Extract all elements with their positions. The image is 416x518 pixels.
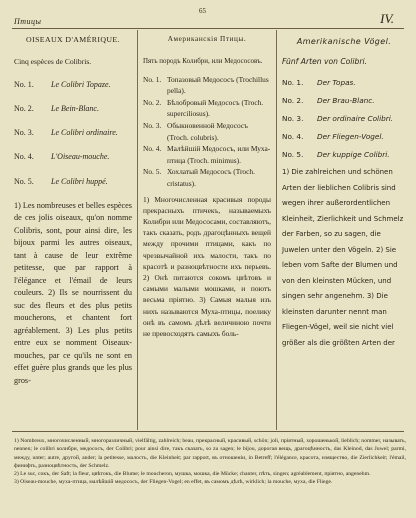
footnote-3: 3) Oiseau-mouche, муха-птица, малѣйшій медососъ, der Fliegen-Vogel; en effet, въ самомъ дѣлѣ, wirklich; la mouche, муха, die Fliege. [14, 479, 333, 486]
entry-number: No. 4. [282, 132, 304, 142]
entry-number: No. 1. [282, 78, 304, 88]
top-rule [12, 28, 404, 29]
list-item [14, 79, 132, 91]
entry-number: No. 5. [14, 176, 34, 186]
column-divider-2 [276, 30, 277, 430]
german-column [282, 34, 406, 351]
entry-name: Le Bein-Blanc. [51, 104, 99, 114]
entry-number: No. 3. [14, 128, 34, 138]
entry-name: Der ordinaire Colibri. [317, 114, 394, 124]
entry-number: No. 3. [143, 120, 162, 130]
list-item [143, 143, 271, 166]
french-column [14, 34, 132, 387]
entry-name: Der Fliegen-Vogel. [317, 132, 384, 142]
german-title: Amerikanische Vögel. [296, 37, 392, 46]
entry-number: No. 2. [143, 97, 162, 107]
entry-name: Бѣлобровый Медососъ (Troch. superciliosus). [167, 97, 264, 119]
entry-number: No. 5. [282, 150, 304, 160]
french-body-text: 1) Les nombreuses et belles espèces de ces jolis oiseaux, qu'on nomme Colibris, sont, pour ainsi dire, les bijoux parmi les autres oiseaux, tant à cause de leur extrême petitesse, que par rapport à l'élégance et l'émail de leurs couleurs. 2) Ils se nourrissent du suc des fleurs et des plus petits moucherons, et chantent fort agréablement. 3) Les plus petits entre eux se nomment Oiseaux-mouches, par ce qu'ils ne sont en effet guère plus grands que les plus gros- [14, 200, 132, 385]
entry-name: Le Colibri huppé. [51, 176, 108, 186]
list-item [143, 74, 271, 97]
column-divider-1 [137, 30, 138, 430]
footnote-rule [12, 431, 404, 432]
entry-name: L'Oiseau-mouche. [51, 152, 110, 162]
list-item [14, 151, 132, 163]
entry-name: Le Colibri ordinaire. [51, 128, 118, 138]
entry-number: No. 2. [14, 104, 34, 114]
footnote-2: 2) Le suc, сокъ, der Saft; la fleur, цвѣтокъ, die Blume; le moucheron, мушка, мошка, die Mücke; chanter, пѣть, singen; agréablement, пріятно, angenehm. [14, 471, 371, 478]
list-item [282, 129, 406, 145]
entry-number: No. 5. [143, 167, 162, 177]
footnote-1: 1) Nombreux, многочисленный, многоразличный, vielfältig, zahlreich; beau, прекрасный, красивый, schön; joli, пріятный, хорошенькой, lieblich; nommer, называть, nennen; le colibri колибри, медососъ, der Colibri; pour ainsi dire, такъ сказать, so zu sagen; le bijou, дорогая вещь, драгоцѣнность, das Kleinod, das Juwel; parmi, между, unter; autre, другой, ander; la petitesse, малость, die Kleinheit; par rapport, въ отношеніи, in Betreff; l'élégance, красота, изящество, die Zierlichkeit; l'émail, финифть, разноцвѣтность, der Schmelz. [14, 438, 406, 469]
entry-number: No. 2. [282, 96, 304, 106]
entry-name: Der Brau-Blanc. [317, 96, 375, 106]
german-body-text: 1) Die zahlreichen und schönen Arten der lieblichen Colibris sind wegen ihrer außerordentlichen Kleinheit, Zierlichkeit und Schmelz der Farben, so zu sagen, die Juwelen unter den Vögeln. 2) Sie leben vom Safte der Blumen und von den kleinsten Mücken, und singen sehr angenehm. 3) Die kleinsten darunter nennt man Fliegen-Vögel, weil sie nicht viel größer als die größten Arten der [282, 168, 404, 347]
list-item [14, 176, 132, 188]
entry-name: Хохлатый Медососъ (Troch. cristatus). [167, 167, 255, 188]
plate-number: IV. [380, 11, 394, 26]
russian-column [143, 34, 271, 339]
entry-number: No. 1. [143, 74, 162, 84]
list-item [282, 111, 406, 127]
entry-name: Der kuppige Colibri. [317, 150, 390, 160]
russian-body-text: 1) Многочисленная красивыя породы прекрасныхъ птичекъ, называемыхъ Колибри или Медососами, составляютъ, такъ сказать, родъ драгоцѣнныхъ вещей между прочими птицами, какъ по чрезвычайной ихъ малости, такъ по красотѣ и разноцвѣтности ихъ перьевъ. 2) Онѣ питаются сокомъ цвѣтовъ и самыми малыми мошками, и поютъ весьма пріятно. 3) Самыя малыя изъ нихъ называются Муха-птицы, поелику онѣ въ самомъ дѣлѣ величиною почти не превосходятъ самыхъ боль- [143, 194, 271, 338]
list-item [282, 147, 406, 163]
entry-name: Обыкновенной Медососъ (Troch. colubris). [167, 120, 248, 142]
entry-number: No. 4. [143, 144, 162, 154]
french-subtitle: Cinq espèces de Colibris. [14, 57, 92, 67]
list-item [143, 166, 271, 189]
german-subtitle: Fünf Arten von Colibri. [282, 56, 367, 66]
page-number: 65 [199, 7, 206, 15]
page-header [0, 6, 416, 28]
list-item [14, 127, 132, 139]
list-item [14, 103, 132, 115]
list-item [282, 93, 406, 109]
list-item [143, 120, 271, 143]
entry-number: No. 1. [14, 79, 34, 89]
entry-number: No. 3. [282, 114, 304, 124]
entry-name: Der Topas. [317, 78, 356, 88]
entry-name: Топазовый Медососъ (Trochillus pella). [167, 74, 269, 96]
french-title: OISEAUX D'AMÉRIQUE. [26, 35, 120, 44]
entry-name: Le Colibri Topaze. [51, 79, 111, 89]
entry-number: No. 4. [14, 152, 34, 162]
russian-subtitle: Пять породъ Колибри, или Медососовъ. [143, 56, 263, 65]
running-head: Птицы [14, 17, 42, 26]
list-item [282, 75, 406, 91]
footnotes [14, 437, 406, 487]
list-item [143, 97, 271, 120]
entry-name: Малѣйшій Медососъ, или Муха-птица (Troch. minimus). [167, 144, 271, 165]
russian-title: Американскія Птицы. [167, 35, 247, 43]
